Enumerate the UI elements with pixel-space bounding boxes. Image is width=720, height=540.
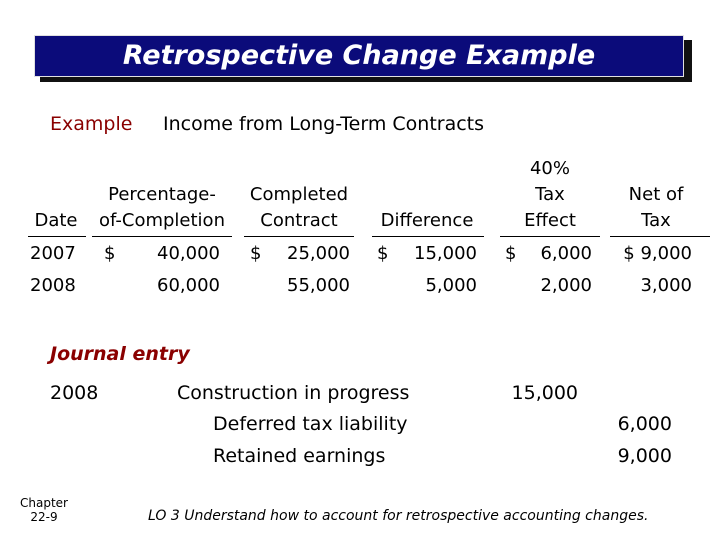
header-tax-line3: Effect (524, 210, 576, 231)
journal-entry-title: Journal entry (50, 343, 190, 365)
header-net-line2: Tax (641, 210, 671, 231)
header-underline-net (610, 236, 710, 237)
journal-line-account: Retained earnings (213, 445, 386, 467)
journal-line-account: Construction in progress (177, 382, 410, 404)
chapter-label: Chapter (20, 496, 68, 510)
table-row-2008-pct-value: 60,000 (157, 275, 220, 296)
header-cc-line2: Contract (260, 210, 338, 231)
table-row-2008-net-value: 3,000 (640, 275, 692, 296)
example-label: Example (50, 113, 133, 135)
journal-line-credit: 6,000 (617, 413, 672, 435)
header-underline-date (28, 236, 86, 237)
table-row-2008-tax-value: 2,000 (540, 275, 592, 296)
header-tax-line1: 40% (529, 158, 570, 179)
header-cc-line1: Completed (249, 184, 349, 205)
header-underline-cc (244, 236, 354, 237)
table-row-2007-tax-value: 6,000 (540, 243, 592, 264)
header-pct-line1: Percentage- (108, 184, 216, 205)
header-date: Date (34, 210, 78, 231)
journal-line-account: Deferred tax liability (213, 413, 408, 435)
header-underline-diff (372, 236, 484, 237)
table-row-2007-tax-symbol: $ (505, 243, 517, 264)
table-row-2007-cc-value: 25,000 (287, 243, 350, 264)
header-tax-line2: Tax (535, 184, 565, 205)
table-row-2007-net-value: $ 9,000 (623, 243, 692, 264)
slide-title: Retrospective Change Example (122, 40, 596, 71)
header-difference: Difference (380, 210, 474, 231)
header-underline-pct (92, 236, 232, 237)
chapter-number: 22-9 (30, 510, 58, 524)
header-pct-line2: of-Completion (99, 210, 225, 231)
table-row-2007-pct-symbol: $ (104, 243, 116, 264)
journal-year: 2008 (50, 382, 99, 404)
journal-line-credit: 9,000 (617, 445, 672, 467)
learning-objective: LO 3 Understand how to account for retrospective accounting changes. (148, 508, 649, 524)
journal-line-debit: 15,000 (511, 382, 578, 404)
table-row-2008-cc-value: 55,000 (287, 275, 350, 296)
table-row-2008-diff-value: 5,000 (425, 275, 477, 296)
table-row-2007-diff-value: 15,000 (414, 243, 477, 264)
table-row-2007-year: 2007 (30, 243, 76, 264)
table-row-2008-year: 2008 (30, 275, 76, 296)
table-row-2007-cc-symbol: $ (250, 243, 262, 264)
example-description: Income from Long-Term Contracts (163, 113, 485, 135)
table-row-2007-pct-value: 40,000 (157, 243, 220, 264)
header-underline-tax (500, 236, 600, 237)
table-row-2007-diff-symbol: $ (377, 243, 389, 264)
header-net-line1: Net of (628, 184, 684, 205)
